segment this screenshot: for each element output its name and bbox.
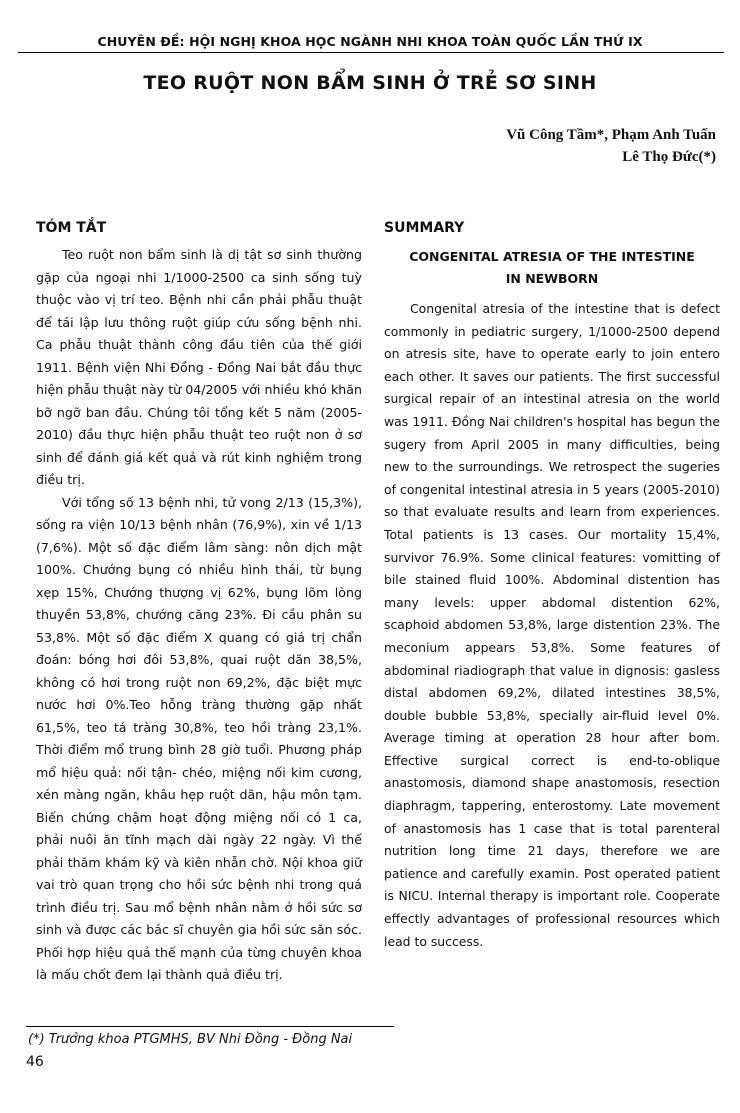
footnote: (*) Trưởng khoa PTGMHS, BV Nhi Đồng - Đồng Nai — [28, 1032, 353, 1047]
author-block — [506, 124, 716, 168]
summary-heading: SUMMARY — [384, 220, 465, 236]
abstract-english-column — [384, 218, 720, 953]
abstract-vi-heading: TÓM TẮT — [36, 220, 107, 236]
abstract-vi-paragraph-2: Với tổng số 13 bệnh nhi, tử vong 2/13 (15,3%), sống ra viện 10/13 bệnh nhân (76,9%), xin về 1/13 (7,6%). Một số đặc điểm lâm sàng: nôn dịch mật 100%. Chướng bụng có nhiều hình thái, từ bụng xẹp 15%, Chướng thượng vị 62%, bụng lõm lòng thuyền 53,8%, chướng căng 23%. Đi cầu phân su 53,8%. Một số đặc điểm X quang có giá trị chẩn đoán: bóng hơi đôi 53,8%, quai ruột dãn 38,5%, không có hơi trong ruột non 69,2%, đặc biệt mực nước hơi 0%.Teo hỗng tràng thường gặp nhất 61,5%, teo tá tràng 30,8%, teo hồi tràng 23,1%. Thời điểm mổ trung bình 28 giờ tuổi. Phương pháp mổ hiệu quả: nối tận- chéo, miệng nối kim cương, xén màng ngăn, khâu hẹp ruột dãn, hậu môn tạm. Biến chứng chậm hoạt động miệng nối có 1 ca, phải nuôi ăn tĩnh mạch dài ngày 22 ngày. Vì thế phải thăm khám kỹ và kiên nhẫn chờ. Nội khoa giữ vai trò quan trọng cho hồi sức bệnh nhi trong quá trình điều trị. Sau mổ bệnh nhân nằm ở hồi sức sơ sinh và được các bác sĩ chuyên gia hồi sức săn sóc. Phối hợp hiệu quả thế mạnh của từng chuyên khoa là mấu chốt đem lại thành quả điều trị. — [36, 494, 362, 982]
footnote-rule — [26, 1026, 394, 1027]
authors-line-2: Lê Thọ Đức(*) — [622, 149, 716, 165]
summary-subtitle-line-2: IN NEWBORN — [505, 271, 599, 286]
summary-subtitle-line-1: CONGENITAL ATRESIA OF THE INTESTINE — [409, 249, 695, 264]
article-title: TEO RUỘT NON BẨM SINH Ở TRẺ SƠ SINH — [143, 72, 597, 94]
page-number: 46 — [26, 1054, 44, 1070]
summary-paragraph: Congenital atresia of the intestine that is defect commonly in pediatric surgery, 1/1000-2500 depend on atresis site, have to operate early to join entero each other. It saves our patients. The first successful surgical repair of an intestinal atresia on the world was 1911. Đồng Nai children's hospital has begun the sugery from April 2005 in many difficulties, being new to the surroundings. We retrospect the sugeries of congenital intestinal atresia in 5 years (2005-2010) so that evaluate results and learn from experiences. Total patients is 13 cases. Our mortality 15,4%, survivor 76.9%. Some clinical features: vomitting of bile stained fluid 100%. Abdominal distention has many levels: upper abdomal distention 62%, scaphoid abdomen 53,8%, large distention 23%. The meconium appears 53,8%. Some features of abdominal riadiograph that value in dignosis: gasless distal abdomen 69,2%, dilated intestines 38,5%, double bubble 53,8%, specially air-fluid level 0%. Average timing at operation 28 hour after bom. Effective surgical correct is end-to-oblique anastomosis, diamond shape anastomosis, resection diaphragm, tappering, enterostomy. Late movement of anastomosis has 1 case that is total parenteral nutrition long time 21 days, therefore we are patience and carefully examin. Post operated patient is NICU. Internal therapy is important role. Cooperate effectly advantages of professional resources which lead to success. — [384, 301, 720, 949]
header-rule — [18, 52, 724, 53]
authors-line-1: Vũ Công Tầm*, Phạm Anh Tuấn — [506, 127, 716, 143]
running-header: CHUYÊN ĐỀ: HỘI NGHỊ KHOA HỌC NGÀNH NHI KHOA TOÀN QUỐC LẦN THỨ IX — [97, 34, 643, 49]
abstract-vietnamese-column — [36, 218, 362, 987]
summary-subtitle — [384, 246, 720, 290]
abstract-vi-paragraph-1: Teo ruột non bẩm sinh là dị tật sơ sinh thường gặp của ngoại nhi 1/1000-2500 ca sinh sống tuỳ thuộc vào vị trí teo. Bệnh nhi cần phải phẫu thuật để tái lập lưu thông ruột giúp cứu sống bệnh nhi. Ca phẫu thuật thành công đầu tiên của thế giới 1911. Bệnh viện Nhi Đồng - Đồng Nai bắt đầu thực hiện phẫu thuật này từ 04/2005 với nhiều khó khăn bỡ ngỡ ban đầu. Chúng tôi tổng kết 5 năm (2005-2010) đầu thực hiện phẫu thuật teo ruột non ở sơ sinh để đánh giá kết quả và rút kinh nghiệm trong điều trị. — [36, 247, 362, 487]
